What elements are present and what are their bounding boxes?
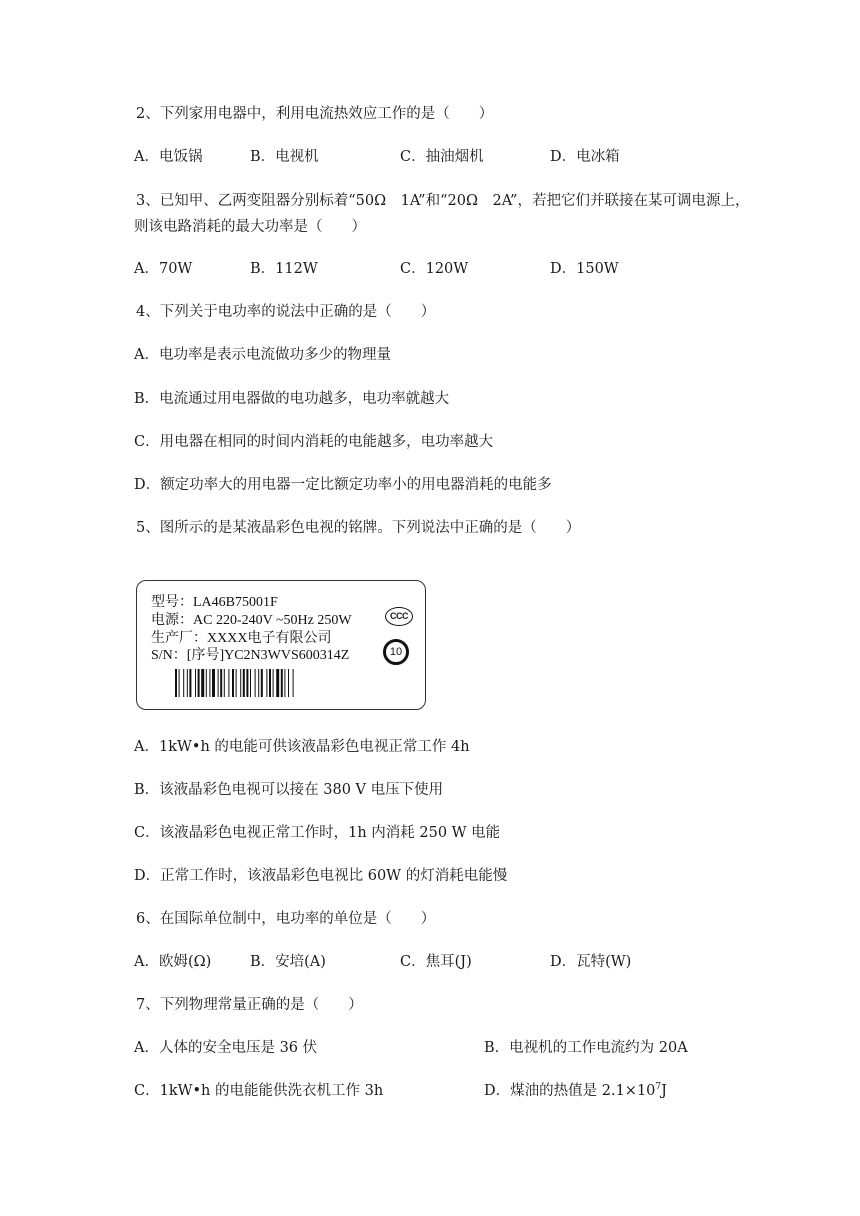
q5-option-a: A．1kW•h 的电能可供该液晶彩色电视正常工作 4h [134,739,470,755]
nameplate-model: 型号：LA46B75001F [151,595,278,610]
q4-option-d: D．额定功率大的用电器一定比额定功率小的用电器消耗的电能多 [134,477,552,493]
q7-option-d-text: D．煤油的热值是 2.1×10 [484,1083,656,1099]
q5-option-b: B．该液晶彩色电视可以接在 380 V 电压下使用 [134,782,444,798]
q6-option-c: C．焦耳(J) [400,954,472,970]
q3-stem-line1: 3、已知甲、乙两变阻器分别标着“50Ω 1A”和“20Ω 2A”，若把它们并联接在某可调电源上， [136,193,750,209]
q6-option-b: B．安培(A) [250,954,326,970]
q7-option-a: A．人体的安全电压是 36 伏 [134,1040,318,1056]
q3-option-c: C．120W [400,261,469,277]
q5-option-c: C．该液晶彩色电视正常工作时，1h 内消耗 250 W 电能 [134,825,501,841]
q7-stem: 7、下列物理常量正确的是（ ） [136,997,363,1013]
q4-stem: 4、下列关于电功率的说法中正确的是（ ） [136,304,436,320]
q7-option-c: C．1kW•h 的电能能供洗衣机工作 3h [134,1083,384,1099]
nameplate-serial: S/N：[序号]YC2N3WVS600314Z [151,648,350,663]
q3-option-d: D．150W [550,261,619,277]
nameplate-maker: 生产厂：XXXX电子有限公司 [151,631,332,646]
q2-option-c: C．抽油烟机 [400,149,484,165]
energy-rating-mark: 10 [383,639,409,665]
q5-option-d: D．正常工作时，该液晶彩色电视比 60W 的灯消耗电能慢 [134,868,508,884]
barcode [175,669,375,697]
q4-option-a: A．电功率是表示电流做功多少的物理量 [134,347,391,363]
q7-option-d [484,1081,667,1101]
q7-option-d-unit: J [661,1083,667,1099]
q2-option-d: D．电冰箱 [550,149,620,165]
q7-option-b: B．电视机的工作电流约为 20A [484,1040,688,1056]
ccc-certification-mark: CCC [385,607,413,626]
q4-option-c: C．用电器在相同的时间内消耗的电能越多，电功率越大 [134,434,494,450]
q4-option-b: B．电流通过用电器做的电功越多，电功率就越大 [134,391,450,407]
q2-stem: 2、下列家用电器中，利用电流热效应工作的是（ ） [136,106,494,122]
tv-nameplate-figure [136,580,426,710]
q5-stem: 5、图所示的是某液晶彩色电视的铭牌。下列说法中正确的是（ ） [136,520,581,536]
q3-option-a: A．70W [134,261,193,277]
q2-option-b: B．电视机 [250,149,319,165]
q3-stem-line2: 则该电路消耗的最大功率是（ ） [134,219,366,235]
q6-stem: 6、在国际单位制中，电功率的单位是（ ） [136,911,436,927]
q6-option-d: D．瓦特(W) [550,954,632,970]
q3-option-b: B．112W [250,261,318,277]
q6-option-a: A．欧姆(Ω) [134,954,212,970]
q7-option-d-exponent: 7 [655,1082,662,1092]
q2-option-a: A．电饭锅 [134,149,203,165]
nameplate-power: 电源：AC 220-240V ~50Hz 250W [151,613,352,628]
